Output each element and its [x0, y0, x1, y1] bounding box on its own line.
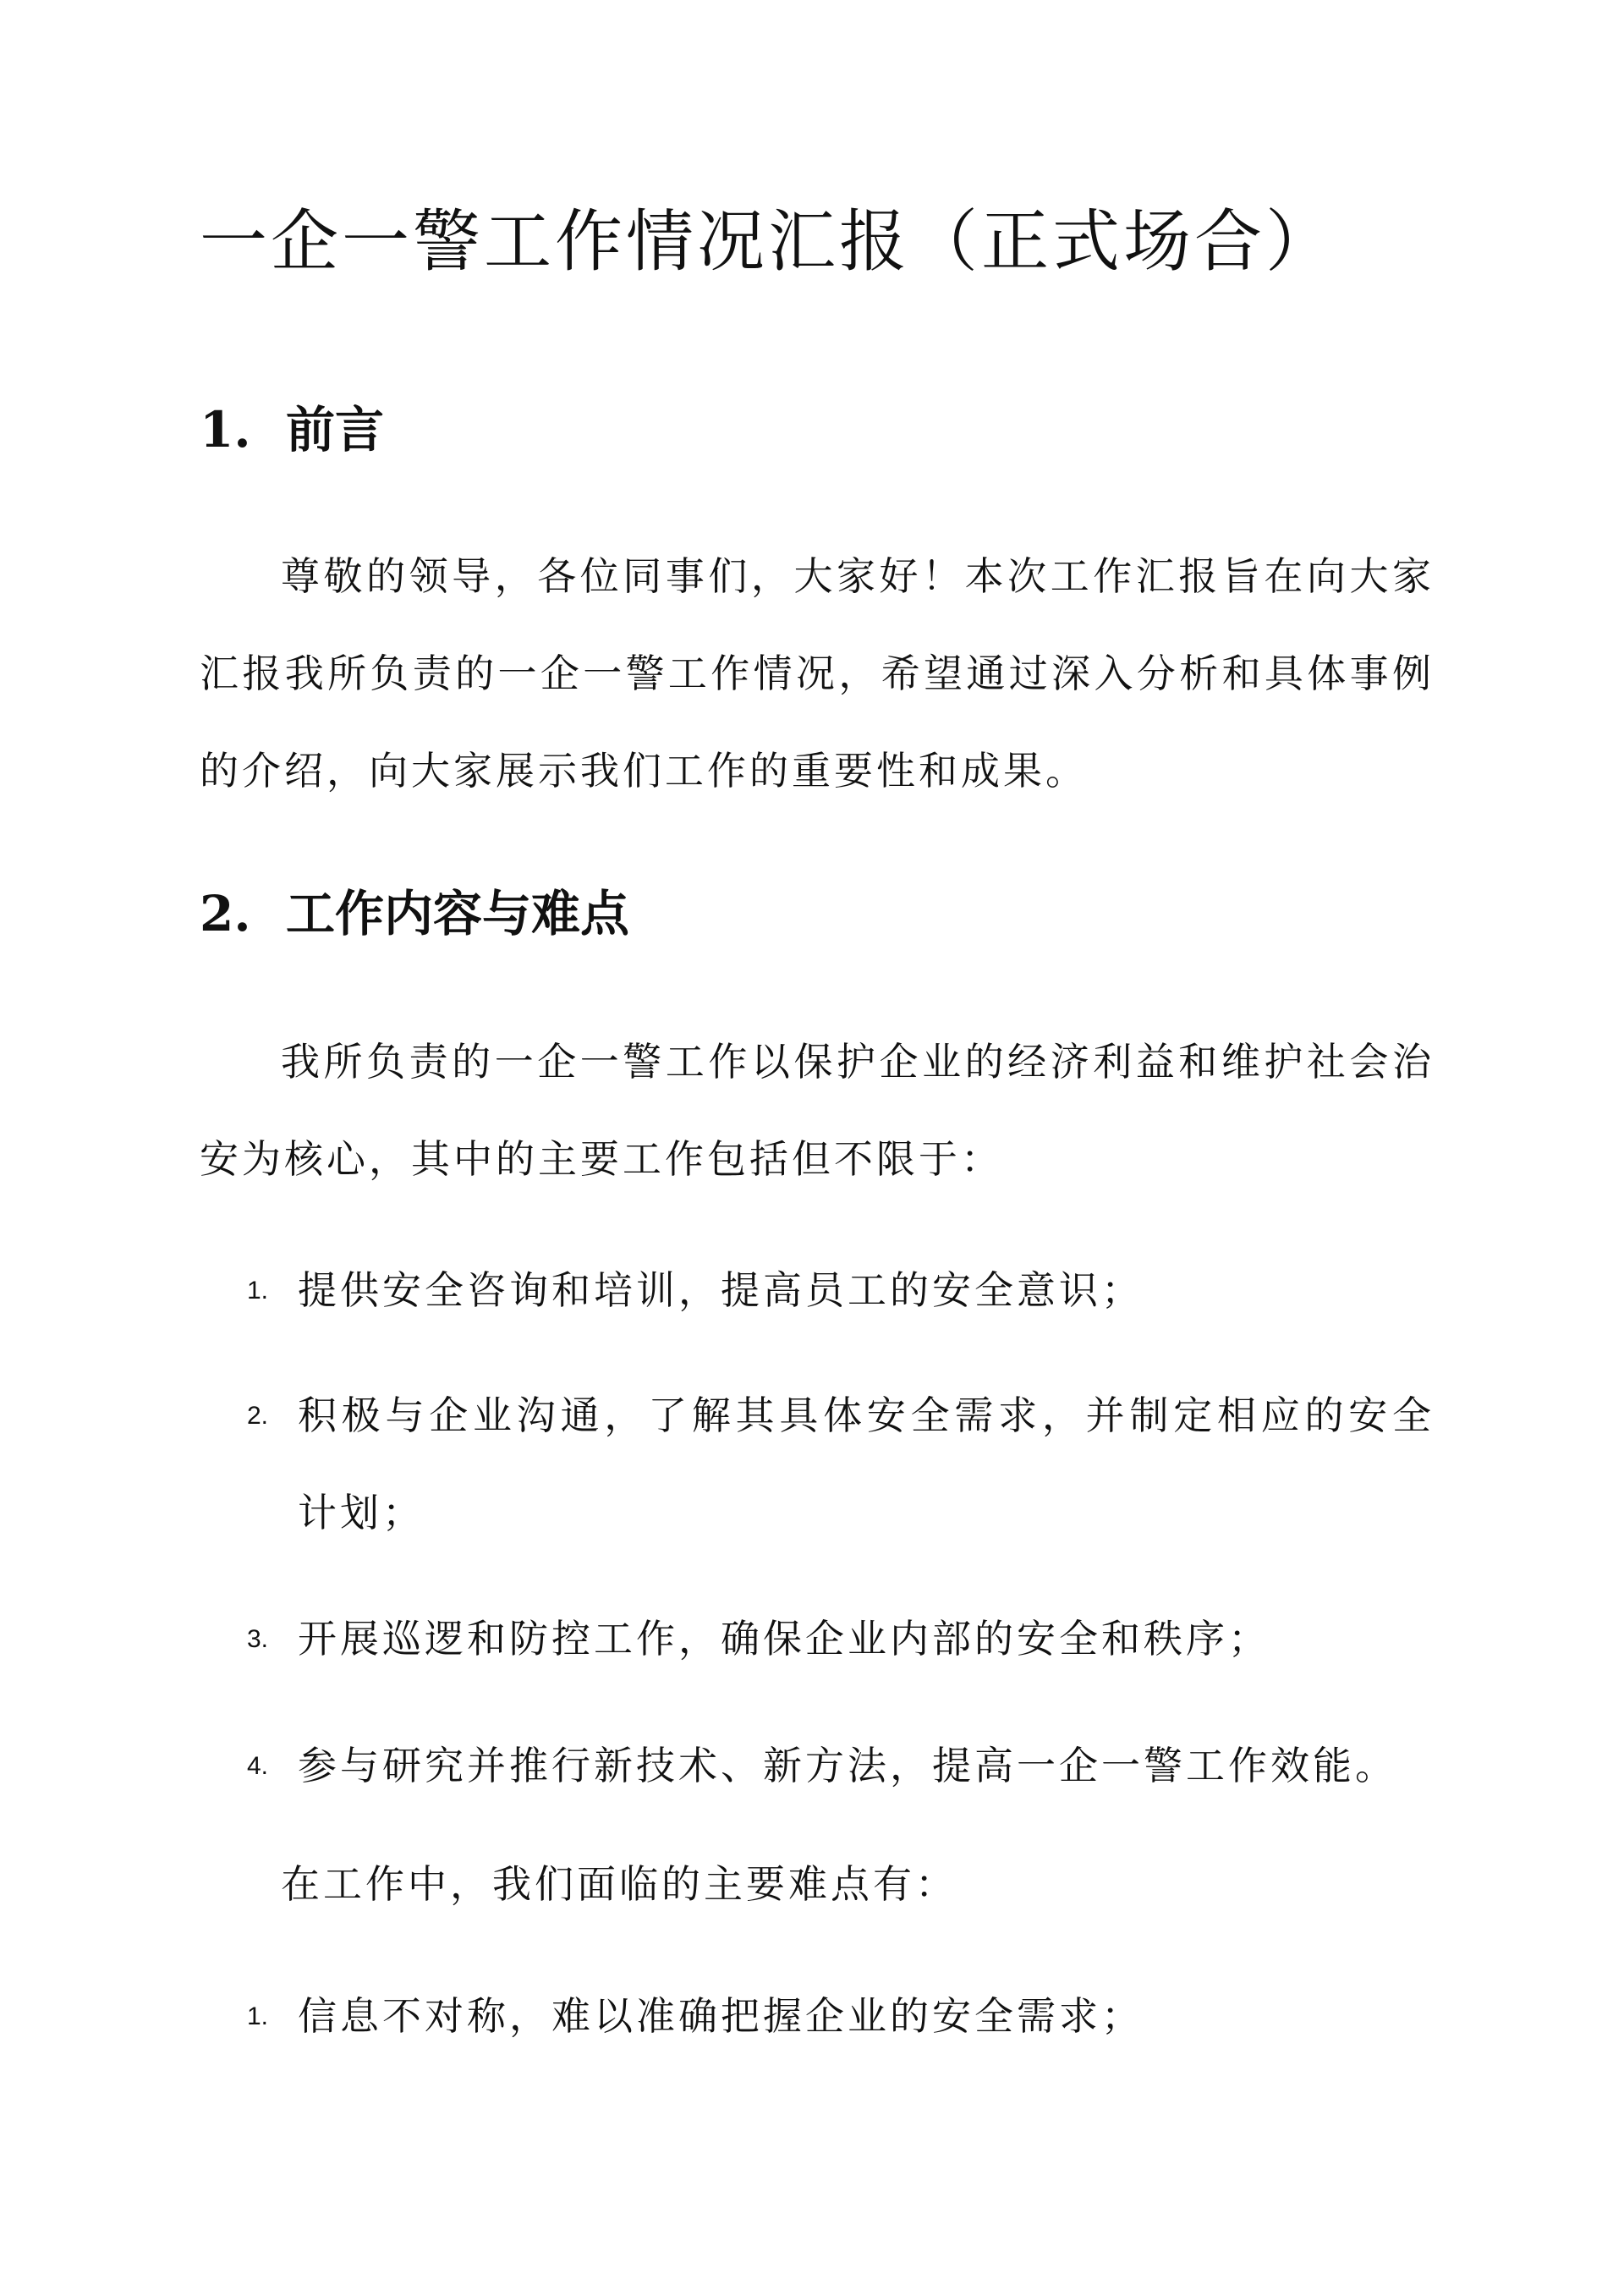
difficulties-intro-paragraph: 在工作中，我们面临的主要难点有： — [281, 1861, 957, 1907]
list-item-text: 开展巡逻和防控工作，确保企业内部的安全和秩序； — [298, 1616, 1270, 1662]
section-heading-preface — [200, 396, 384, 464]
document-title: 一企一警工作情况汇报（正式场合） — [200, 202, 1336, 281]
preface-paragraph: 尊敬的领导，各位同事们，大家好！本次工作汇报旨在向大家汇报我所负责的一企一警工作情况，希望通过深入分析和具体事例的介绍，向大家展示我们工作的重要性和成果。 — [200, 553, 1435, 794]
section-heading-work-content — [200, 880, 629, 948]
section-title: 前言 — [286, 401, 385, 459]
task-list-item — [200, 1590, 1435, 1688]
task-list-item — [200, 1367, 1435, 1562]
list-marker: 1. — [247, 2002, 269, 2030]
section-title: 工作内容与难点 — [286, 885, 630, 942]
difficulty-list-item — [200, 1968, 1435, 2065]
list-marker: 4. — [247, 1752, 269, 1780]
section-number: 1. — [200, 401, 251, 459]
work-intro-paragraph: 我所负责的一企一警工作以保护企业的经济利益和维护社会治安为核心，其中的主要工作包括但不限于： — [200, 1039, 1435, 1182]
list-item-text: 参与研究并推行新技术、新方法，提高一企一警工作效能。 — [298, 1743, 1397, 1788]
section-number: 2. — [200, 885, 251, 942]
task-list-item — [200, 1242, 1435, 1339]
list-item-text: 积极与企业沟通，了解其具体安全需求，并制定相应的安全计划； — [298, 1392, 1435, 1535]
task-list-item — [200, 1717, 1435, 1815]
list-item-text: 提供安全咨询和培训，提高员工的安全意识； — [298, 1267, 1144, 1313]
list-marker: 3. — [247, 1625, 269, 1653]
list-item-text: 信息不对称，难以准确把握企业的安全需求； — [298, 1993, 1144, 2039]
list-marker: 2. — [247, 1402, 269, 1430]
list-marker: 1. — [247, 1277, 269, 1305]
